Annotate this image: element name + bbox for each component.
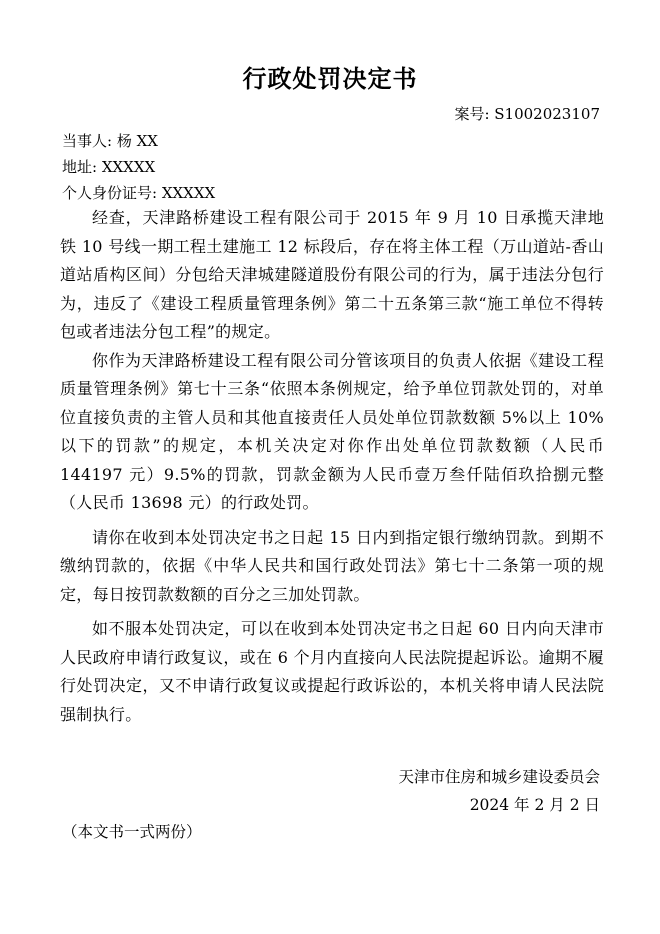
copies-note: （本文书一式两份） [62,823,202,841]
issuing-authority: 天津市住房和城乡建设委员会 [398,768,600,786]
party-name: 当事人: 杨 XX [62,132,158,150]
finding-paragraph: 经查，天津路桥建设工程有限公司于 2015 年 9 月 10 日承揽天津地铁 10 号线一期工程土建施工 12 标段后，存在将主体工程（万山道站-香山道站盾构区间）分包给天津城建隧道股份有限公司的行为，属于违法分包行为，违反了《建设工程质量管理条例》第二十五条第三款“施工单位不得转包或者违法分包工程”的规定。 [60,208,604,341]
party-id-number: 个人身份证号: XXXXX [62,184,216,202]
penalty-paragraph: 你作为天津路桥建设工程有限公司分管该项目的负责人依据《建设工程质量管理条例》第七十三条“依照本条例规定，给予单位罚款处罚的，对单位直接负责的主管人员和其他直接责任人员处单位罚款数额 5%以上 10%以下的罚款”的规定，本机关决定对你作出处单位罚款数额（人民币 144197 元）9.5%的罚款，罚款金额为人民币壹万叁仟陆佰玖拾捌元整（人民币 13698 元）的行政处罚。 [60,350,604,512]
party-address: 地址: XXXXX [62,158,156,176]
document-title: 行政处罚决定书 [242,65,418,93]
decision-body [60,204,604,729]
appeal-paragraph: 如不服本处罚决定，可以在收到本处罚决定书之日起 60 日内向天津市人民政府申请行政复议，或在 6 个月内直接向人民法院提起诉讼。逾期不履行处罚决定，又不申请行政复议或提起行政诉讼的，本机关将申请人民法院强制执行。 [60,619,604,724]
case-number: 案号: S1002023107 [454,105,600,123]
issue-date: 2024 年 2 月 2 日 [469,796,600,814]
payment-paragraph: 请你在收到本处罚决定书之日起 15 日内到指定银行缴纳罚款。到期不缴纳罚款的，依据《中华人民共和国行政处罚法》第七十二条第一项的规定，每日按罚款数额的百分之三加处罚款。 [60,527,604,604]
